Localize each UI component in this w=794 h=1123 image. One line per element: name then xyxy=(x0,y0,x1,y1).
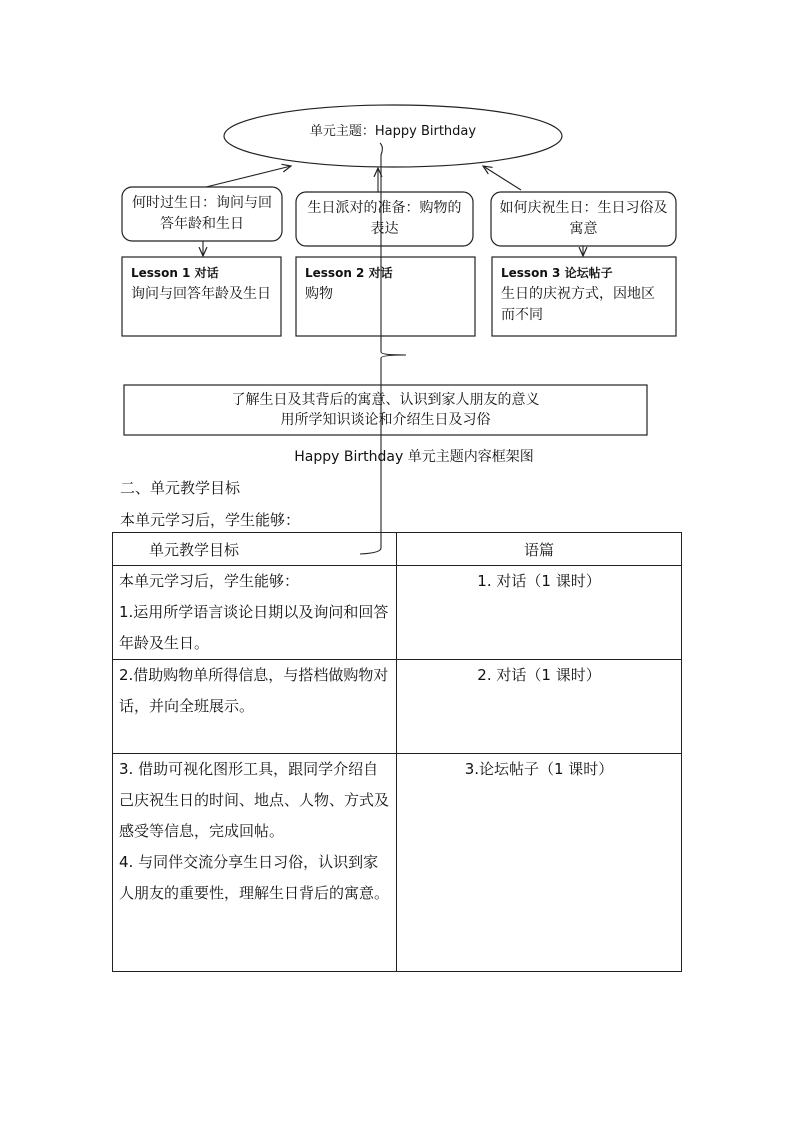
goal-item: 本单元学习后，学生能够： xyxy=(119,572,300,590)
text-cell: 2. 对话（1 课时） xyxy=(397,660,682,754)
table-row xyxy=(113,566,682,660)
arrow-sub3-theme xyxy=(483,166,521,190)
lesson-1 xyxy=(122,257,281,336)
lesson-1-title: Lesson 1 对话 xyxy=(131,266,219,280)
arrow-sub1-theme xyxy=(206,166,291,187)
subtopic-2: 生日派对的准备：购物的表达 xyxy=(307,200,462,237)
lesson-2-desc: 购物 xyxy=(305,286,333,302)
diagram-caption: Happy Birthday 单元主题内容框架图 xyxy=(294,449,534,465)
theme-label: 单元主题：Happy Birthday xyxy=(309,124,477,139)
lesson-3-title: Lesson 3 论坛帖子 xyxy=(501,266,613,280)
goals-cell xyxy=(113,754,397,972)
goal-item: 1.运用所学语言谈论日期以及询问和回答年龄及生日。 xyxy=(119,603,389,652)
goal-item: 4. 与同伴交流分享生日习俗，认识到家人朋友的重要性，理解生日背后的寓意。 xyxy=(119,853,390,902)
lesson-2 xyxy=(296,257,475,336)
goals-cell xyxy=(113,660,397,754)
goals-cell xyxy=(113,566,397,660)
header-texts: 语篇 xyxy=(397,533,682,566)
text-cell: 1. 对话（1 课时） xyxy=(397,566,682,660)
summary-line-1: 了解生日及其背后的寓意、认识到家人朋友的意义 xyxy=(231,392,540,408)
goal-item: 2.借助购物单所得信息，与搭档做购物对话，并向全班展示。 xyxy=(119,666,389,715)
table-row xyxy=(113,754,682,972)
goal-item: 3. 借助可视化图形工具，跟同学介绍自己庆祝生日的时间、地点、人物、方式及感受等信息，完成回帖。 xyxy=(119,760,390,840)
text-cell: 3.论坛帖子（1 课时） xyxy=(397,754,682,972)
table-header-row xyxy=(113,533,682,566)
summary-line-2: 用所学知识谈论和介绍生日及习俗 xyxy=(280,412,491,428)
table-row xyxy=(113,660,682,754)
section-heading: 二、单元教学目标 xyxy=(120,479,241,497)
header-goals: 单元教学目标 xyxy=(113,533,397,566)
lesson-3-desc: 生日的庆祝方式，因地区而不同 xyxy=(501,286,655,323)
subtopic-3: 如何庆祝生日：生日习俗及寓意 xyxy=(499,200,668,237)
section-intro: 本单元学习后，学生能够： xyxy=(120,511,301,529)
lesson-3 xyxy=(492,257,676,336)
lesson-1-desc: 询问与回答年龄及生日 xyxy=(131,286,271,302)
subtopic-1: 何时过生日：询问与回答年龄和生日 xyxy=(132,195,272,232)
goals-table xyxy=(112,532,682,972)
summary xyxy=(124,385,647,435)
lesson-2-title: Lesson 2 对话 xyxy=(305,266,393,280)
